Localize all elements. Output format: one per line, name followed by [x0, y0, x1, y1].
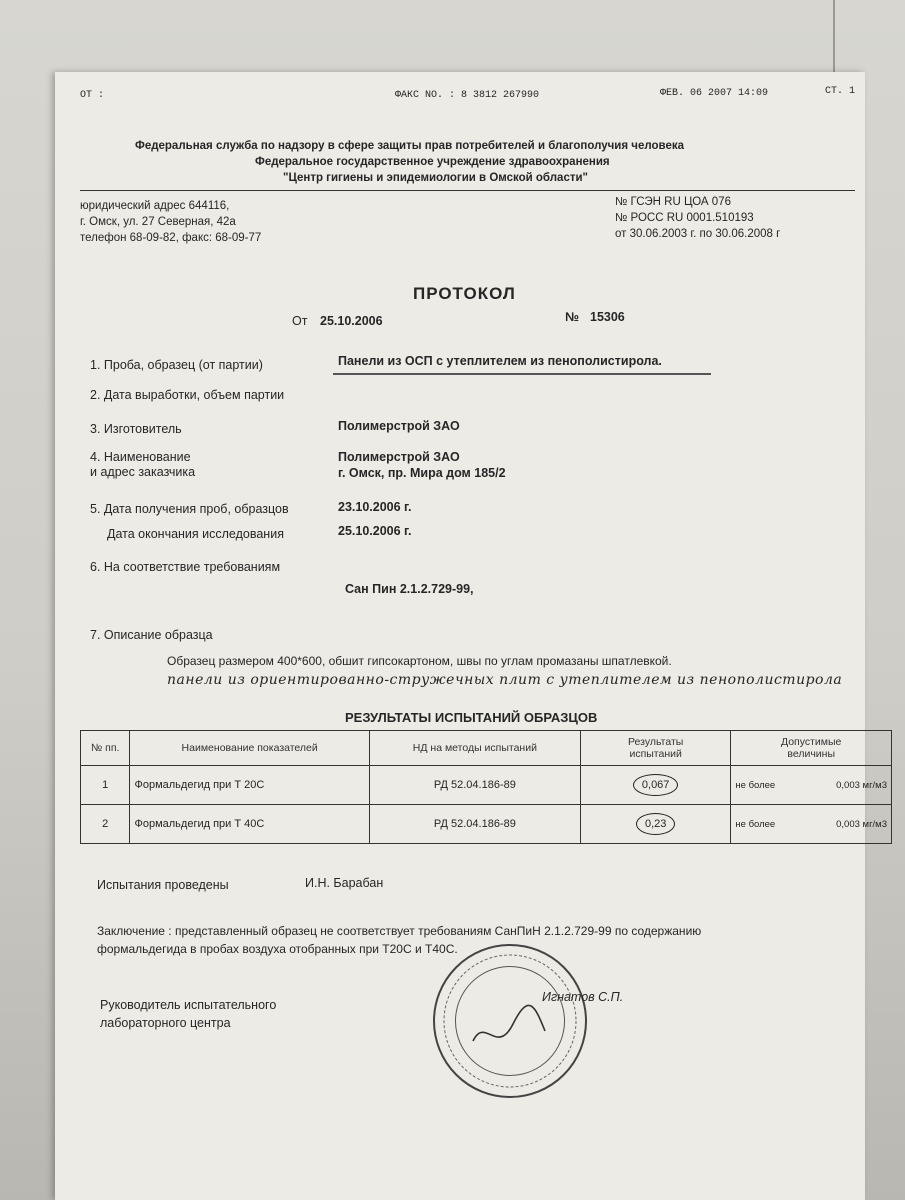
- official-seal: [433, 944, 587, 1098]
- field-7-handwritten: панели из ориентированно-стружечных плит с утеплителем из пенополистирола: [167, 672, 843, 688]
- field-7-text: Образец размером 400*600, обшит гипсокартоном, швы по углам промазаны шпатлевкой.: [167, 654, 672, 668]
- fax-datetime: ФЕВ. 06 2007 14:09: [660, 88, 769, 99]
- field-4-value-1: Полимерстрой ЗАО: [338, 450, 460, 464]
- accreditation-line-1: № ГСЭН RU ЦОА 076: [615, 196, 731, 208]
- row-1-limit: [731, 766, 892, 805]
- fax-page: СТ. 1: [825, 86, 856, 97]
- row-1-limit-value: 0,003 мг/м3: [836, 779, 887, 791]
- results-header-row: [81, 731, 892, 766]
- header-result-1: Результаты: [628, 736, 684, 748]
- results-title: РЕЗУЛЬТАТЫ ИСПЫТАНИЙ ОБРАЗЦОВ: [345, 710, 598, 725]
- field-7-label: 7. Описание образца: [90, 628, 213, 642]
- header-name: Наименование показателей: [130, 731, 369, 766]
- field-5b-label: Дата окончания исследования: [107, 527, 284, 541]
- field-1-underline: [333, 373, 711, 375]
- header-limit-2: величины: [787, 748, 836, 760]
- address-line-2: г. Омск, ул. 27 Северная, 42а: [80, 216, 236, 228]
- protocol-number: 15306: [590, 310, 625, 324]
- signature-name: Игнатов С.П.: [542, 990, 624, 1004]
- header-result: [580, 731, 730, 766]
- org-line-2: Федеральное государственное учреждение здравоохранения: [255, 156, 610, 168]
- row-1-result-cell: [580, 766, 730, 805]
- row-1-name: Формальдегид при Т 20С: [130, 766, 369, 805]
- date-label: От: [292, 314, 308, 328]
- field-1-label: 1. Проба, образец (от партии): [90, 358, 263, 372]
- header-num: № пп.: [81, 731, 130, 766]
- protocol-date: 25.10.2006: [320, 314, 383, 328]
- field-2-label: 2. Дата выработки, объем партии: [90, 388, 285, 402]
- row-2-result: 0,23: [636, 813, 675, 835]
- field-4-value-2: г. Омск, пр. Мира дом 185/2: [338, 466, 506, 480]
- header-limit: [731, 731, 892, 766]
- accreditation-line-3: от 30.06.2003 г. по 30.06.2008 г: [615, 228, 781, 240]
- row-2-num: 2: [81, 805, 130, 844]
- header-nd: НД на методы испытаний: [369, 731, 580, 766]
- header-rule: [80, 190, 855, 191]
- fax-number: ФАКС NO. : 8 3812 267990: [395, 90, 540, 101]
- table-row: [81, 805, 892, 844]
- signature-role-2: лабораторного центра: [100, 1016, 231, 1030]
- row-1-nd: РД 52.04.186-89: [369, 766, 580, 805]
- org-line-3: "Центр гигиены и эпидемиологии в Омской области": [283, 172, 589, 184]
- table-row: [81, 766, 892, 805]
- org-line-1: Федеральная служба по надзору в сфере защиты прав потребителей и благополучия человека: [135, 140, 684, 152]
- row-2-name: Формальдегид при Т 40С: [130, 805, 369, 844]
- conclusion-line-1: Заключение : представленный образец не соответствует требованиям СанПиН 2.1.2.729-99 по содержанию: [97, 924, 702, 938]
- row-1-limit-prefix: не более: [735, 779, 776, 791]
- number-label: №: [565, 310, 579, 324]
- address-line-1: юридический адрес 644116,: [80, 200, 230, 212]
- document-page: [55, 72, 887, 1200]
- field-3-value: Полимерстрой ЗАО: [338, 419, 460, 433]
- address-line-3: телефон 68-09-82, факс: 68-09-77: [80, 232, 262, 244]
- row-2-nd: РД 52.04.186-89: [369, 805, 580, 844]
- field-5-value: 23.10.2006 г.: [338, 500, 412, 514]
- signature-role-1: Руководитель испытательного: [100, 998, 277, 1012]
- row-2-limit: [731, 805, 892, 844]
- conclusion-line-2: формальдегида в пробах воздуха отобранных при Т20С и Т40С.: [97, 942, 458, 956]
- tested-by-name: И.Н. Барабан: [305, 876, 384, 890]
- row-2-limit-prefix: не более: [735, 818, 776, 830]
- field-5b-value: 25.10.2006 г.: [338, 524, 412, 538]
- row-1-result: 0,067: [633, 774, 679, 796]
- row-2-result-cell: [580, 805, 730, 844]
- header-result-2: испытаний: [629, 748, 682, 760]
- field-6-label: 6. На соответствие требованиям: [90, 560, 281, 574]
- field-4-label-2: и адрес заказчика: [90, 465, 196, 479]
- row-1-num: 1: [81, 766, 130, 805]
- field-6-value: Сан Пин 2.1.2.729-99,: [345, 582, 474, 596]
- field-3-label: 3. Изготовитель: [90, 422, 182, 436]
- accreditation-line-2: № РОСС RU 0001.510193: [615, 212, 754, 224]
- document-title: ПРОТОКОЛ: [413, 284, 516, 303]
- tested-by-label: Испытания проведены: [97, 878, 229, 892]
- row-2-limit-value: 0,003 мг/м3: [836, 818, 887, 830]
- field-4-label-1: 4. Наименование: [90, 450, 191, 464]
- fax-from: ОТ :: [80, 90, 105, 101]
- header-limit-1: Допустимые: [780, 736, 842, 748]
- results-table: [80, 730, 892, 844]
- field-5-label: 5. Дата получения проб, образцов: [90, 502, 289, 516]
- field-1-value: Панели из ОСП с утеплителем из пенополистирола.: [338, 354, 662, 368]
